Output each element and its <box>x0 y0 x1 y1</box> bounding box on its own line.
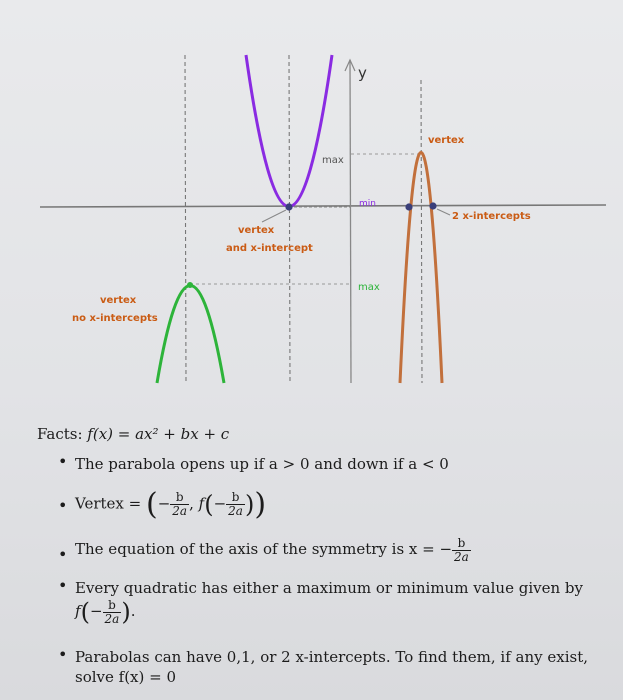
bullet-dot-1: • <box>58 452 68 471</box>
frac-den-d: 2a <box>104 611 120 626</box>
paren-open-d: ( <box>80 598 90 626</box>
frac-den-b: 2a <box>228 504 243 518</box>
bullet-4-formula: f(− $\frac{b}{2a}$ ). <box>75 597 136 626</box>
label-vertex-left-sub: no x-intercepts <box>72 313 158 324</box>
frac-num-a: b <box>170 491 189 505</box>
bullet-4-text: Every quadratic has either a maximum or minimum value given by <box>75 579 583 597</box>
paren-close-inner: ) <box>244 490 255 519</box>
bullet-3-text <box>75 537 471 563</box>
frac-num-c: b <box>452 537 471 551</box>
bullet-5-line-1: Parabolas can have 0,1, or 2 x-intercepts. To find them, if any exist, <box>75 648 589 666</box>
fraction-b-over-2a-b <box>226 491 245 517</box>
bullet-dot-5: • <box>58 645 68 664</box>
bullet-dot-2: • <box>58 496 68 515</box>
label-vertex-left: vertex <box>100 295 137 306</box>
bullet-dot-3: • <box>58 545 68 564</box>
label-two-intercepts: 2 x-intercepts <box>452 211 531 222</box>
bullet-1-text: The parabola opens up if a > 0 and down if a < 0 <box>75 455 449 473</box>
bullet-5-line-2: solve f(x) = 0 <box>75 668 177 686</box>
bullet-2-vertex <box>75 487 266 522</box>
frac-den-a: 2a <box>172 504 188 518</box>
fraction-b-over-2a-a <box>170 491 189 517</box>
minus-sign-b: − <box>213 494 227 513</box>
label-vertex-mid-sub: and x-intercept <box>226 243 313 254</box>
vertex-prefix: Vertex = <box>75 494 142 513</box>
paren-open: ( <box>146 487 158 522</box>
f-letter-b: f <box>75 602 81 620</box>
label-max-right: max <box>322 155 344 166</box>
fraction-b-over-2a-d <box>103 599 122 625</box>
axis-symmetry-text: The equation of the axis of the symmetry is x = − <box>75 540 453 559</box>
label-min: min <box>359 199 376 209</box>
minus-sign-a: − <box>157 494 171 513</box>
frac-den-c: 2a <box>454 549 469 564</box>
frac-num-d: b <box>103 599 122 613</box>
label-vertex-right: vertex <box>428 135 465 146</box>
paren-close-d: ) <box>121 598 131 626</box>
f-letter-a: f <box>198 494 205 513</box>
y-axis-label: y <box>358 64 367 82</box>
fraction-b-over-2a-c <box>452 537 471 563</box>
frac-num-b: b <box>226 491 245 505</box>
facts-heading-formula: f(x) = ax² + bx + c <box>87 425 230 443</box>
minus-sign-d: − <box>89 602 103 620</box>
label-max-left: max <box>358 282 380 293</box>
bullet-dot-4: • <box>58 576 68 595</box>
comma: , <box>189 494 194 513</box>
facts-heading-prefix: Facts: <box>37 425 83 443</box>
paren-close: ) <box>254 487 267 522</box>
facts-heading <box>37 425 229 443</box>
label-vertex-mid: vertex <box>238 225 275 236</box>
paren-open-inner: ( <box>204 490 214 519</box>
